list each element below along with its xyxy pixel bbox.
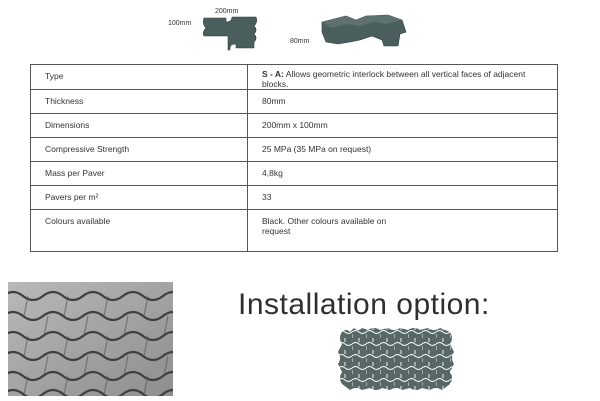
thickness-value: 80mm bbox=[248, 90, 558, 114]
dimensions-label: Dimensions bbox=[31, 114, 248, 138]
mass-value: 4,8kg bbox=[248, 162, 558, 186]
table-row bbox=[31, 210, 558, 252]
type-value bbox=[248, 65, 558, 90]
type-code: S - A: bbox=[262, 69, 284, 79]
installation-title: Installation option: bbox=[238, 288, 490, 321]
compressive-strength-value: 25 MPa (35 MPa on request) bbox=[248, 138, 558, 162]
table-row bbox=[31, 65, 558, 90]
paved-surface-photo bbox=[8, 282, 173, 396]
dimensions-value: 200mm x 100mm bbox=[248, 114, 558, 138]
pavers-per-m2-label: Pavers per m² bbox=[31, 186, 248, 210]
compressive-strength-label: Compressive Strength bbox=[31, 138, 248, 162]
colours-value: Black. Other colours available on request bbox=[248, 210, 558, 252]
paver-side-view-diagram bbox=[316, 12, 416, 57]
table-row bbox=[31, 90, 558, 114]
top-view-height-label: 100mm bbox=[168, 20, 192, 27]
table-row bbox=[31, 162, 558, 186]
pavers-per-m2-value: 33 bbox=[248, 186, 558, 210]
side-view-thickness-label: 80mm bbox=[290, 38, 310, 45]
installation-pattern-diagram bbox=[338, 326, 456, 397]
colours-label: Colours available bbox=[31, 210, 248, 252]
table-row bbox=[31, 186, 558, 210]
mass-label: Mass per Paver bbox=[31, 162, 248, 186]
type-label: Type bbox=[31, 65, 248, 90]
spec-table bbox=[30, 64, 558, 252]
top-view-width-label: 200mm bbox=[215, 8, 239, 15]
table-row bbox=[31, 114, 558, 138]
thickness-label: Thickness bbox=[31, 90, 248, 114]
table-row bbox=[31, 138, 558, 162]
type-description: Allows geometric interlock between all vertical faces of adjacent blocks. bbox=[262, 69, 526, 89]
paver-top-view-diagram bbox=[196, 10, 266, 61]
